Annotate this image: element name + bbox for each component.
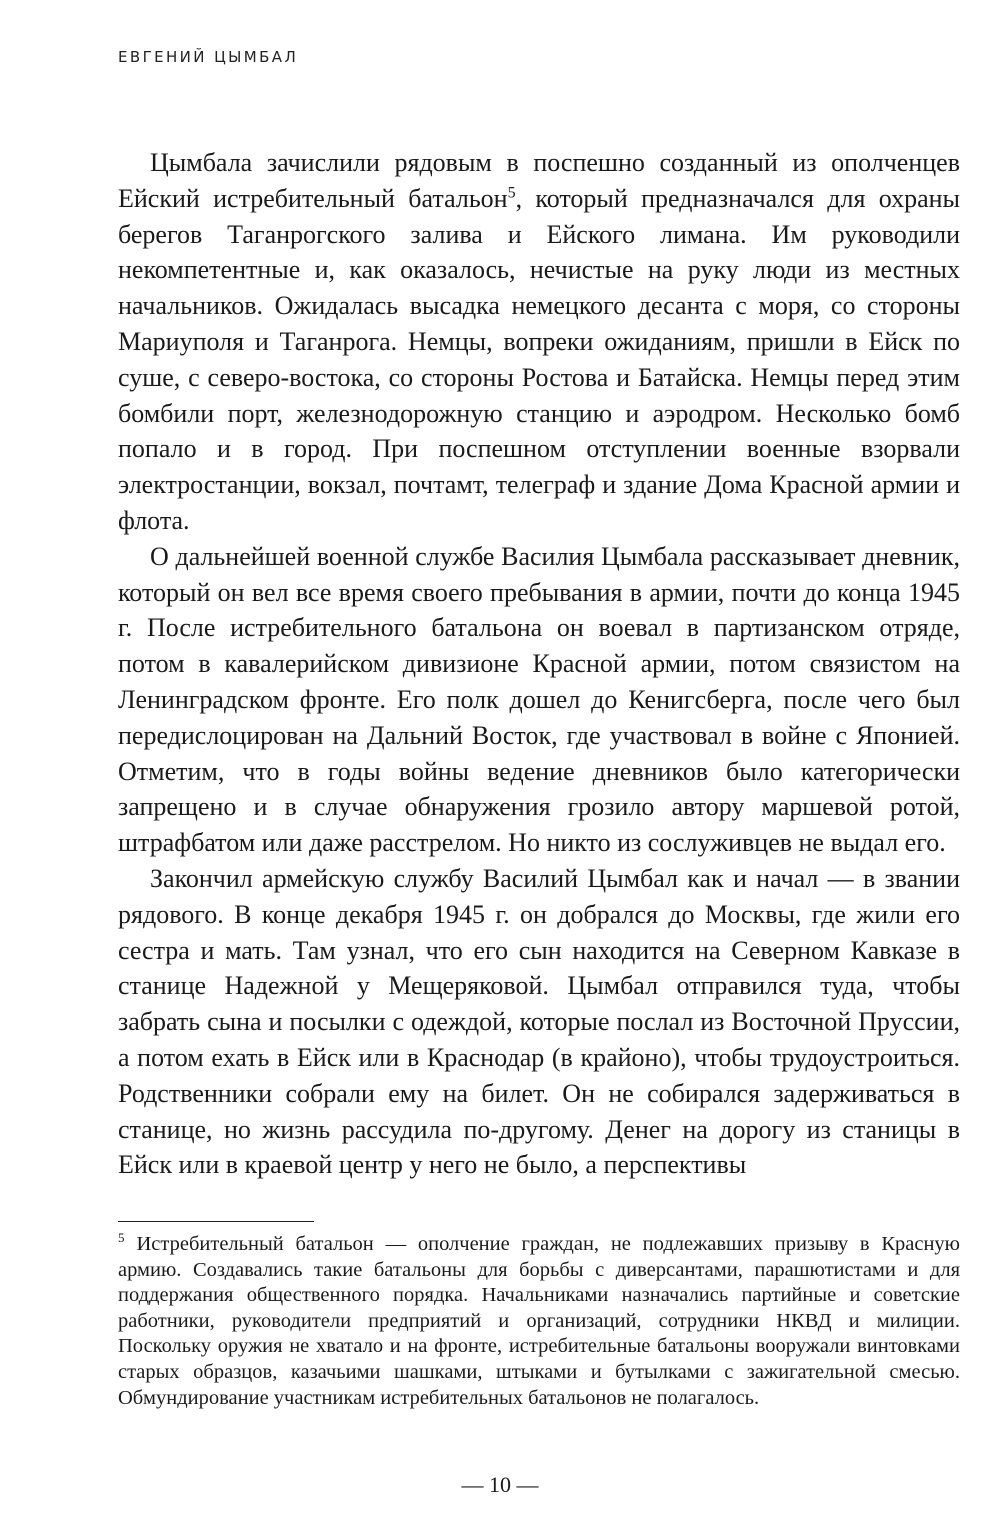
paragraph-3: Закончил армейскую службу Василий Цымбал как и начал — в звании рядового. В конце декабря 1945 г. он добрался до Москвы, где жили его сестра и мать. Там узнал, что его сын находится на Северном Кавказе в станице Надежной у Мещеряковой. Цымбал отправился туда, чтобы забрать сына и посылки с одеждой, которые послал из Восточной Пруссии, а потом ехать в Ейск или в Краснодар (в крайоно), чтобы трудоустроиться. Родственники собрали ему на билет. Он не собирался задерживаться в станице, но жизнь рассудила по-другому. Денег на дорогу из станицы в Ейск или в краевой центр у него не было, а перспективы <box>118 863 960 1180</box>
paragraph-1-text-a: Цымбала зачислили рядовым в поспешно созданный из ополченцев Ейский истребительный батальон <box>118 148 960 213</box>
footnote <box>118 1232 960 1411</box>
footnote-divider <box>118 1221 314 1222</box>
paragraph-2: О дальнейшей военной службе Василия Цымбала рассказывает дневник, который он вел все время своего пребывания в армии, почти до конца 1945 г. После истребительного батальона он воевал в партизанском отряде, потом в кавалерийском дивизионе Красной армии, потом связистом на Ленинградском фронте. Его полк дошел до Кенигсберга, после чего был передислоцирован на Дальний Восток, где участвовал в войне с Японией. Отметим, что в годы войны ведение дневников было категорически запрещено и в случае обнаружения грозило автору маршевой ротой, штрафбатом или даже расстрелом. Но никто из сослуживцев не выдал его. <box>118 541 960 858</box>
running-head: ЕВГЕНИЙ ЦЫМБАЛ <box>118 48 299 66</box>
page-number: — 10 — <box>461 1472 539 1497</box>
paragraph-1 <box>118 145 960 539</box>
main-text <box>118 145 960 1183</box>
footnote-number: 5 <box>118 1230 125 1246</box>
footnote-reference: 5 <box>507 184 516 202</box>
footnote-text: Истребительный батальон — ополчение граждан, не подлежавших призыву в Красную армию. Создавались такие батальоны для борьбы с диверсантами, парашютистами и для поддержания общественного порядка. Начальниками назначались партийные и советские работники, руководители предприятий и организаций, сотрудники НКВД и милиции. Поскольку оружия не хватало и на фронте, истребительные батальоны вооружали винтовками старых образцов, казачьими шашками, штыками и бутылками с зажигательной смесью. Обмундирование участникам истребительных батальонов не полагалось. <box>118 1233 960 1409</box>
paragraph-1-text-b: , который предназначался для охраны берегов Таганрогского залива и Ейского лимана. Им руководили некомпетентные и, как оказалось, нечистые на руку люди из местных начальников. Ожидалась высадка немецкого десанта с моря, со стороны Мариуполя и Таганрога. Немцы, вопреки ожиданиям, пришли в Ейск по суше, с северо-востока, со стороны Ростова и Батайска. Немцы перед этим бомбили порт, железнодорожную станцию и аэродром. Несколько бомб попало и в город. При поспешном отступлении военные взорвали электростанции, вокзал, почтамт, телеграф и здание Дома Красной армии и флота. <box>118 183 961 535</box>
